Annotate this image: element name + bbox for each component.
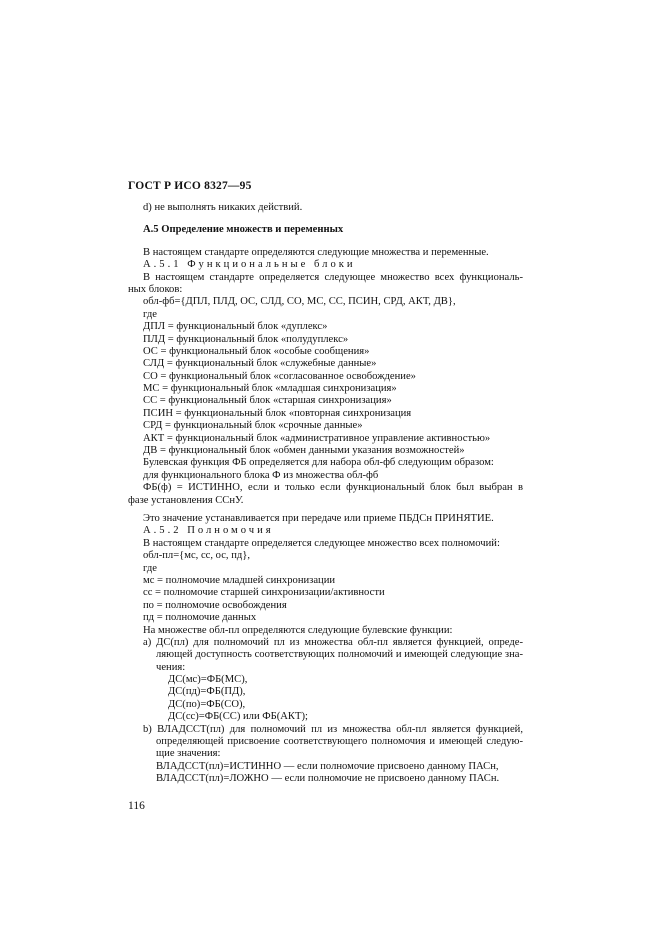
text-line: определяющей присвоение соответствующего полномочия и имеющей следую- [156, 736, 523, 748]
formula-line: ДС(сс)=ФБ(СС) или ФБ(АКТ); [168, 711, 308, 723]
definition-line: СРД = функциональный блок «срочные данные» [143, 420, 363, 432]
definition-line: СО = функциональный блок «согласованное освобождение» [143, 370, 416, 382]
definition-line: ПСИН = функциональный блок «повторная синхронизация [143, 407, 412, 419]
document-header: ГОСТ Р ИСО 8327—95 [128, 180, 252, 192]
text-line: d) не выполнять никаких действий. [143, 202, 303, 213]
formula-line: обл-фб={ДПЛ, ПЛД, ОС, СЛД, СО, МС, СС, ПСИН, СРД, АКТ, ДВ}, [143, 296, 456, 308]
definition-line: ДПЛ = функциональный блок «дуплекс» [143, 321, 328, 333]
text-line: Булевская функция ФБ определяется для набора обл-фб следующим образом: [143, 457, 494, 469]
text-line: В настоящем стандарте определяются следующие множества и переменные. [143, 246, 489, 258]
section-heading: А.5 Определение множеств и переменных [143, 224, 344, 236]
definition-line: ОС = функциональный блок «особые сообщения» [143, 345, 370, 357]
document-body [128, 202, 523, 786]
definition-line: ПЛД = функциональный блок «полудуплекс» [143, 333, 349, 345]
text-line: где [143, 308, 157, 320]
definition-line: сс = полномочие старшей синхронизации/активности [143, 587, 385, 599]
text-line: ФБ(ф) = ИСТИННО, если и только если функциональный блок был выбран в [143, 482, 523, 494]
text-line: фазе установления ССнУ. [128, 494, 244, 506]
text-line: Это значение устанавливается при передаче или приеме ПБДСн ПРИНЯТИЕ. [143, 512, 494, 524]
text-line: На множестве обл-пл определяются следующие булевские функции: [143, 624, 453, 636]
text-line: где [143, 562, 157, 574]
formula-line: ДС(по)=ФБ(СО), [168, 698, 246, 710]
text-line: чения: [156, 661, 186, 673]
page-number: 116 [128, 800, 145, 812]
text-line: ляющей доступность соответствующих полномочий и имеющей следующие зна- [156, 649, 523, 661]
definition-line: АКТ = функциональный блок «административное управление активностью» [143, 432, 491, 444]
formula-line: ДС(мс)=ФБ(МС), [168, 674, 248, 686]
definition-line: МС = функциональный блок «младшая синхронизация» [143, 383, 397, 395]
formula-line: ДС(пд)=ФБ(ПД), [168, 686, 246, 698]
definition-line: пд = полномочие данных [143, 612, 257, 624]
list-item-b: b) ВЛАДССТ(пл) для полномочий пл из множества обл-пл является функцией, [143, 723, 523, 735]
definition-line: ДВ = функциональный блок «обмен данными указания возможностей» [143, 445, 465, 457]
definition-line: СС = функциональный блок «старшая синхронизация» [143, 395, 392, 407]
text-line: ных блоков: [128, 283, 183, 295]
text-line: для функционального блока Ф из множества обл-фб [143, 469, 379, 481]
text-line: В настоящем стандарте определяется следующее множество всех полномочий: [143, 537, 500, 549]
subsection-heading: А.5.1 Функциональные блоки [143, 259, 356, 271]
formula-line: обл-пл={мс, сс, ос, пд}, [143, 550, 251, 562]
definition-line: по = полномочие освобождения [143, 599, 287, 611]
text-line: В настоящем стандарте определяется следующее множество всех функциональ- [143, 271, 523, 283]
formula-line: ВЛАДССТ(пл)=ИСТИННО — если полномочие присвоено данному ПАСн, [156, 760, 499, 772]
definition-line: мс = полномочие младшей синхронизации [143, 574, 336, 586]
subsection-heading: А.5.2 Полномочия [143, 525, 274, 537]
definition-line: СЛД = функциональный блок «служебные данные» [143, 358, 377, 370]
formula-line: ВЛАДССТ(пл)=ЛОЖНО — если полномочие не присвоено данному ПАСн. [156, 773, 500, 785]
text-line: щие значения: [156, 748, 221, 760]
list-item-a: а) ДС(пл) для полномочий пл из множества обл-пл является функцией, опреде- [143, 636, 523, 648]
